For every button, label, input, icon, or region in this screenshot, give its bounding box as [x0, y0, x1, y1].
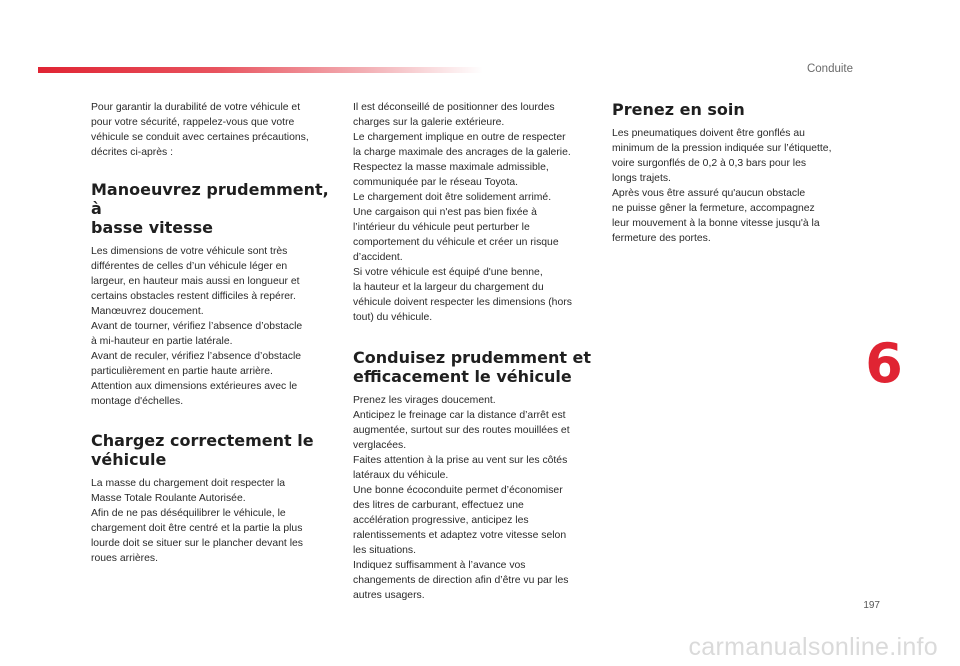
heading-manoeuvrez: Manoeuvrez prudemment, à basse vitesse	[91, 180, 329, 237]
section-label: Conduite	[806, 63, 854, 75]
conduisez-paragraph: Prenez les virages doucement. Anticipez le freinage car la distance d’arrêt est augmentée, surtout sur des routes mouillées et verglacées. Faites attention à la prise au vent sur les côtés latéraux du véhicule. Une bonne écoconduite permet d’économiser des litres de carburant, effectuez une accélération progressive, anticipez les ralentissements et adaptez votre vitesse selon les situations. Indiquez suffisamment à l’avance vos changements de direction afin d’être vu par les autres usagers.	[353, 395, 570, 601]
heading-conduisez: Conduisez prudemment et efficacement le véhicule	[353, 348, 592, 386]
page-number: 197	[863, 600, 880, 611]
column-right	[612, 100, 862, 246]
heading-chargez: Chargez correctement le véhicule	[91, 431, 314, 469]
column-left	[91, 100, 331, 566]
soin-paragraph: Les pneumatiques doivent être gonflés au minimum de la pression indiquée sur l’étiquette, voire surgonflés de 0,2 à 0,3 bars pour les longs trajets. Après vous être assuré qu'aucun obstacle ne puisse gêner la fermeture, accompagnez leur mouvement à la bonne vitesse jusqu'à la fermeture des portes.	[612, 128, 832, 244]
column-middle	[353, 100, 598, 603]
chargez-paragraph: La masse du chargement doit respecter la Masse Totale Roulante Autorisée. Afin de ne pas déséquilibrer le véhicule, le chargement doit être centré et la partie la plus lourde doit se situer sur le plancher devant les roues arrières.	[91, 478, 303, 564]
chapter-number: 6	[865, 332, 903, 395]
chargez-continued-paragraph: Il est déconseillé de positionner des lourdes charges sur la galerie extérieure. Le chargement implique en outre de respecter la charge maximale des ancrages de la galerie. Respectez la masse maximale admissible, communiquée par le réseau Toyota. Le chargement doit être solidement arrimé. Une cargaison qui n'est pas bien fixée à l’intérieur du véhicule peut perturber le comportement du véhicule et créer un risque d’accident. Si votre véhicule est équipé d'une benne, la hauteur et la largeur du chargement du véhicule doivent respecter les dimensions (hors tout) du véhicule.	[353, 102, 572, 323]
manoeuvrez-paragraph: Les dimensions de votre véhicule sont très différentes de celles d’un véhicule léger en largeur, en hauteur mais aussi en longueur et certains obstacles restent difficiles à repérer. Manœuvrez doucement. Avant de tourner, vérifiez l’absence d’obstacle à mi-hauteur en partie latérale. Avant de reculer, vérifiez l’absence d’obstacle particulièrement en partie haute arrière. Attention aux dimensions extérieures avec le montage d'échelles.	[91, 246, 303, 407]
intro-paragraph: Pour garantir la durabilité de votre véhicule et pour votre sécurité, rappelez-vous que votre véhicule se conduit avec certaines précautions, décrites ci-après :	[91, 102, 309, 158]
header-accent-bar	[38, 67, 483, 73]
heading-prenez-en-soin: Prenez en soin	[612, 100, 745, 119]
watermark: carmanualsonline.info	[688, 633, 938, 661]
